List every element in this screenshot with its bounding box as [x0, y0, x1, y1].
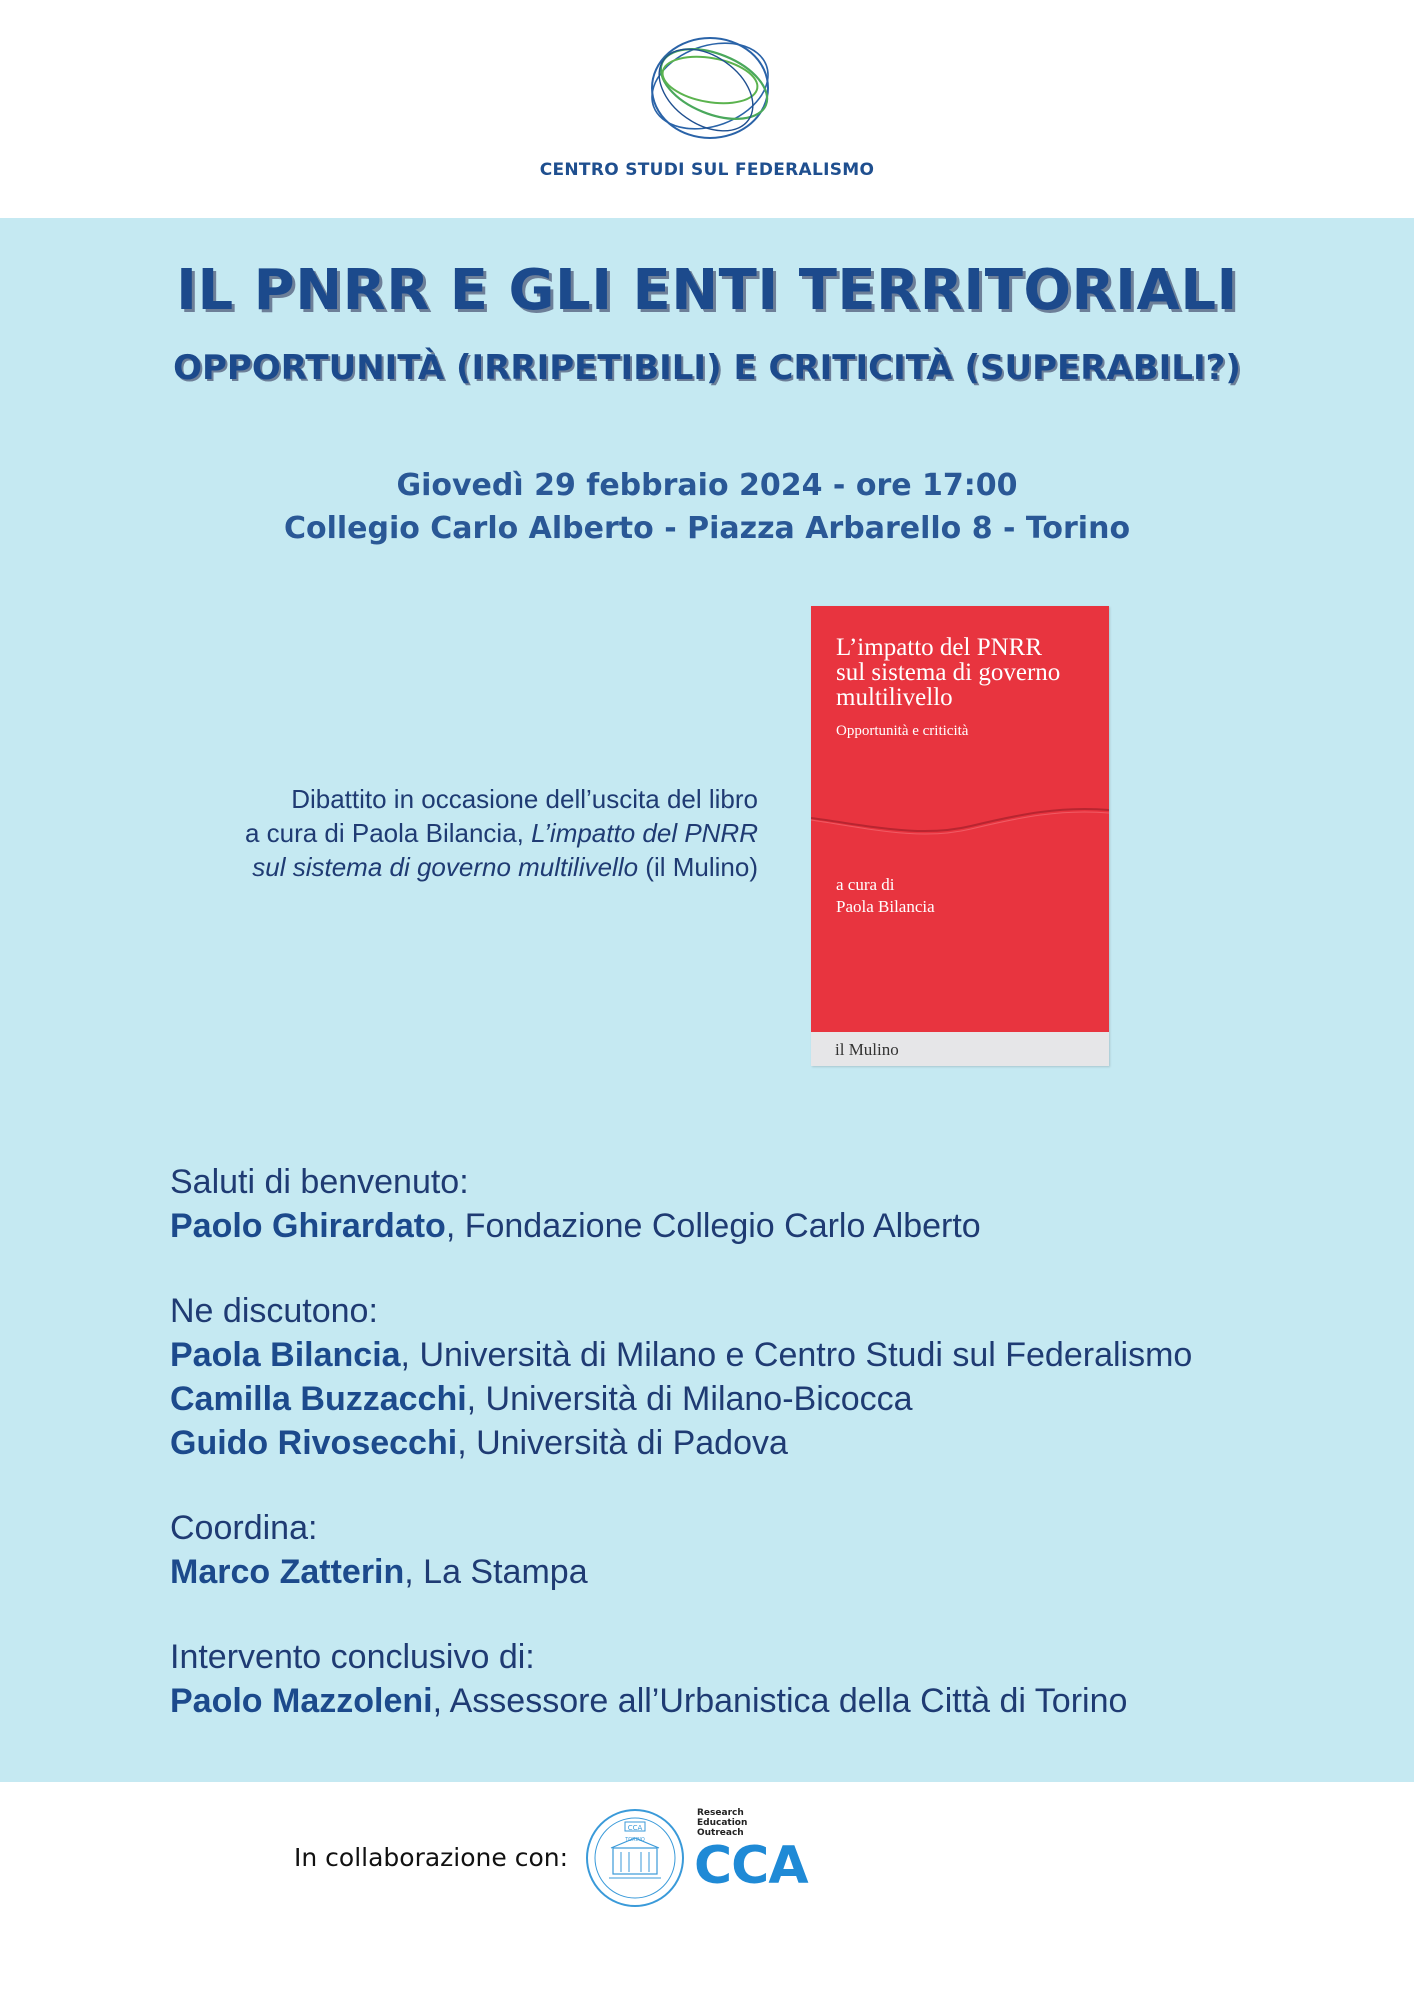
org-name: CENTRO STUDI SUL FEDERALISMO	[539, 160, 875, 180]
speaker-affiliation: , Università di Milano e Centro Studi sul Federalismo	[400, 1336, 1193, 1374]
speaker-name: Camilla Buzzacchi	[170, 1380, 467, 1418]
book-cover-title-line: L’impatto del PNRR	[836, 634, 1043, 661]
book-cover-title-line: sul sistema di governo	[836, 659, 1061, 686]
program-discussants	[170, 1289, 1320, 1465]
program-moderator	[170, 1506, 1320, 1594]
book-cover-editor	[836, 874, 935, 918]
book-cover-editor-line: Paola Bilancia	[836, 897, 935, 916]
section-label: Ne discutono:	[170, 1292, 378, 1330]
event-subtitle: OPPORTUNITÀ (IRRIPETIBILI) E CRITICITÀ (SUPERABILI?)	[173, 348, 1241, 388]
book-title-italic: L’impatto del PNRR	[531, 818, 758, 848]
program-closing	[170, 1635, 1320, 1723]
cca-tagline-line: Research	[697, 1808, 744, 1818]
book-cover	[811, 606, 1109, 1066]
speaker-name: Marco Zatterin	[170, 1553, 405, 1591]
speaker-name: Guido Rivosecchi	[170, 1424, 458, 1462]
cca-tagline	[697, 1808, 747, 1838]
book-description-line: Dibattito in occasione dell’uscita del libro	[291, 784, 758, 814]
cca-tagline-line: Outreach	[697, 1828, 744, 1838]
book-cover-editor-line: a cura di	[836, 875, 895, 894]
event-date-time: Giovedì 29 febbraio 2024 - ore 17:00	[396, 468, 1018, 503]
book-title-italic: sul sistema di governo multilivello	[252, 852, 639, 882]
book-description	[198, 782, 758, 884]
event-title: IL PNRR E GLI ENTI TERRITORIALI	[176, 258, 1238, 323]
cca-tagline-line: Education	[697, 1818, 748, 1828]
book-cover-subtitle: Opportunità e criticità	[836, 723, 969, 739]
book-cover-title	[836, 635, 1101, 710]
header	[0, 0, 1414, 218]
section-label: Saluti di benvenuto:	[170, 1163, 469, 1201]
speaker	[170, 1421, 1320, 1465]
program	[170, 1160, 1320, 1764]
seal-torino-text: TORINO	[625, 1837, 645, 1843]
section-label: Coordina:	[170, 1509, 318, 1547]
section-label: Intervento conclusivo di:	[170, 1638, 535, 1676]
book-cover-footer	[811, 1032, 1109, 1066]
book-cover-publisher: il Mulino	[835, 1040, 899, 1059]
speaker	[170, 1679, 1320, 1723]
speaker	[170, 1204, 1320, 1248]
book-publisher-text: (il Mulino)	[638, 852, 758, 882]
speaker-name: Paola Bilancia	[170, 1336, 401, 1374]
cca-logo: CCA	[694, 1836, 808, 1896]
event-venue: Collegio Carlo Alberto - Piazza Arbarello 8 - Torino	[283, 511, 1131, 546]
speaker-name: Paolo Mazzoleni	[170, 1682, 433, 1720]
book-cover-wave	[811, 796, 1109, 846]
book-cover-title-line: multilivello	[836, 684, 953, 711]
speaker-affiliation: , Fondazione Collegio Carlo Alberto	[445, 1207, 981, 1245]
federalism-logo-icon	[640, 28, 780, 148]
speaker	[170, 1377, 1320, 1421]
speaker-affiliation: , Università di Milano-Bicocca	[466, 1380, 913, 1418]
speaker	[170, 1550, 1320, 1594]
speaker-affiliation: , La Stampa	[404, 1553, 588, 1591]
book-description-text: a cura di Paola Bilancia,	[244, 818, 532, 848]
speaker-affiliation: , Università di Padova	[457, 1424, 788, 1462]
program-welcome	[170, 1160, 1320, 1248]
speaker-affiliation: , Assessore all’Urbanistica della Città di Torino	[432, 1682, 1128, 1720]
seal-cca-text: CCA	[627, 1824, 643, 1832]
collaboration-label: In collaborazione con:	[294, 1843, 569, 1872]
collegio-seal-icon	[585, 1808, 685, 1908]
speaker-name: Paolo Ghirardato	[170, 1207, 446, 1245]
speaker	[170, 1333, 1320, 1377]
